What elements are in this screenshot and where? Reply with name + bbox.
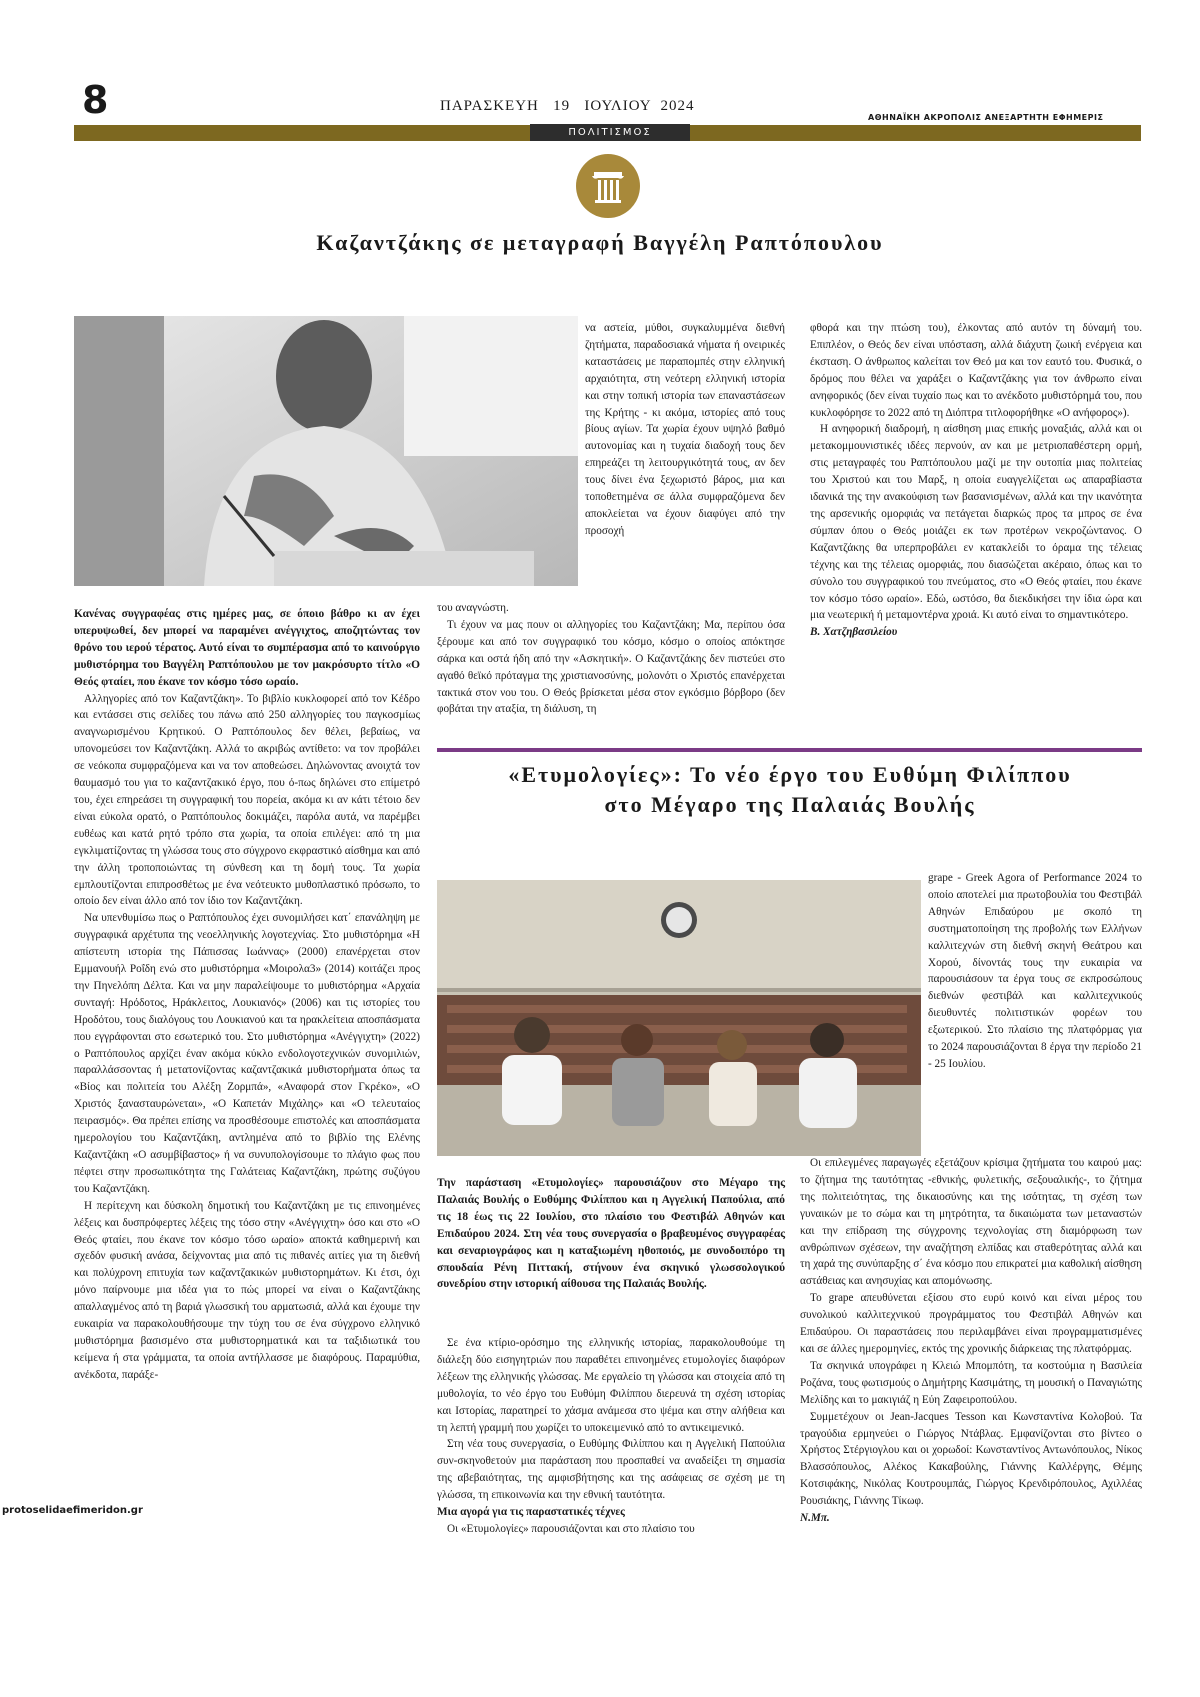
article2-paragraph: Σε ένα κτίριο-ορόσημο της ελληνικής ιστορίας, παρακολουθούμε τη διάλεξη δύο εισηγητριών που παραθέτει επινοημένες ετυμολογίες διαφόρων λέξεων της ελληνικής γλώσσας. Με εργαλείο τη γλώσσα και στοιχεία από τη μυθολογία, το νέο έργο του Ευθύμη Φιλίππου διερευνά τη σχέση ιστορίας και Ιστορίας, παρατηρεί το χάσμα ανάμεσα στο ψέμα και στην αλήθεια και τη λεπτή γραμμή που χωρίζει το υποκειμενικό από το αντικειμενικό. bbox=[437, 1337, 785, 1434]
kazantzakis-photo bbox=[74, 316, 578, 586]
article1-paragraph: Να υπενθυμίσω πως ο Ραπτόπουλος έχει συνομιλήσει κατ΄ επανάληψη με συγγραφικά αρχέτυπα της νεοελληνικής λογοτεχνίας. Στο μυθιστόρημα «Η απίστευτη ιστορία της Πάπισσας Ιωάννας» (2000) επανέρχεται στον Εμμανουήλ Ροΐδη ενώ στο μυθιστόρημα «Μοιρολα3» (2014) κοιτάζει προς την Πηνελόπη Δέλτα. Και να μην παραλείψουμε το μυθιστόρημα «Αρχαία συνταγή: Ηρόδοτος, Ηράκλειτος, Λουκιανός» (2006) και τις ιστορίες του Ηροδότου, τους διαλόγους του Λουκιανού και τα ηρακλείτεια αποσπάσματα που εγγράφονται στο εσωτερικό του. Στο μυθιστόρημα «Ανέγγιχτη» (2022) ο Ραπτόπουλος αρχίζει έναν ακόμα κύκλο ενδολογοτεχνικών συνομιλιών, παραλλάσσοντας ή μετατονίζοντας καζαντζακικά μυθιστορήματα όπως τα «Βίος και πολιτεία του Αλέξη Ζορμπά», «Αναφορά στον Γκρέκο», «Ο Χριστός ξανασταυρώνεται», «Ο Καπετάν Μιχάλης» και «Ο τελευταίος πειρασμός». Θα πρέπει επίσης να προσθέσουμε επιστολές και αποσπάσματα ημερολογίου του Καζαντζάκη, αντλημένα από το βιβλίο της Ελένης Καζαντζάκη «Ο ασυμβίβαστος» ή να συνυπολογίσουμε το πλάγιο φως που πέφτει στην προσωπικότητα της Γαλάτειας Καζαντζάκη, πρώτης συζύγου του Καζαντζάκη. bbox=[74, 912, 420, 1195]
article1-paragraph: φθορά και την πτώση του), έλκοντας από αυτόν τη δύναμή του. Επιπλέον, ο Θεός δεν είναι υπόσταση, αλλά διάχυτη ζωική ενέργεια και έκσταση. Ο άνθρωπος καλείται τον Θεό μα και τον εαυτό του. Φυσικά, ο δρόμος που θέλει να χαράξει ο Καζαντζάκης για τον άνθρωπο είναι ανηφορικός (δεν είναι τυχαίο πως και το ανέκδοτο μυθιστόρημά του, που κυκλοφόρησε το 2022 από τη Διόπτρα τιτλοφορήθηκε «Ο ανήφορος»). bbox=[810, 322, 1142, 419]
article2-lead: Την παράσταση «Ετυμολογίες» παρουσιάζουν στο Μέγαρο της Παλαιάς Βουλής ο Ευθύμης Φιλίππου και η Αγγελική Παπούλια, από τις 18 έως τις 22 Ιουλίου, στο πλαίσιο του Φεστιβάλ Αθηνών και Επιδαύρου 2024. Στη νέα τους συνεργασία ο βραβευμένος συγγραφέας και σεναριογράφος και η καταξιωμένη ηθοποιός, με συνοδοιπόρο τη σπουδαία Ρένη Πιττακή, στήνουν ένα σκηνικό γλωσσολογικού συνεδρίου στην ιστορική αίθουσα της Παλαιάς Βουλής. bbox=[437, 1177, 785, 1291]
article1-column-2-bottom bbox=[437, 600, 785, 738]
column-icon bbox=[576, 154, 640, 218]
article2-column-3-top bbox=[928, 870, 1142, 1155]
article1-paragraph: να αστεία, μύθοι, συγκαλυμμένα διεθνή ζητήματα, παραδοσιακά νήματα ή ονειρικές καταστάσεις με παραπομπές στην ελληνική αρχαιότητα, στη νεότερη ελληνική ιστορία και στην τοπική ιστορία των επαναστάσεων της Κρήτης - κι ακόμα, ιστορίες από τους βίους αγίων. Τα χωρία έχουν υψηλό βαθμό αυτονομίας και η τυχαία διαδοχή τους δεν επηρεάζει τη λειτουργικότητά τους, αν δεν τους δίνει ένα ξεχωριστό βάρος, μια και τοποθετημένα σε άλλα συμφραζόμενα δεν αποκλείεται να έχουν διαφύγει από την προσοχή bbox=[585, 322, 785, 537]
article1-signature: Β. Χατζηβασιλείου bbox=[810, 626, 898, 639]
article2-paragraph: Το grape απευθύνεται εξίσου στο ευρύ κοινό και είναι μέρος του συνολικού καλλιτεχνικού προγράμματος του Φεστιβάλ Αθηνών και Επιδαύρου. Οι παραστάσεις που περιλαμβάνει είναι προγραμματισμένες και σε άλλες ημερομηνίες, εκτός της χρονικής διάρκειας της πλατφόρμας. bbox=[800, 1292, 1142, 1355]
article1-lead: Κανένας συγγραφέας στις ημέρες μας, σε όποιο βάθρο κι αν έχει υπερυψωθεί, δεν μπορεί να παραμένει ανέγγιχτος, αποζητώντας τον θρόνο του ιερού τέρατος. Αυτό είναι το συμπέρασμα από το καινούργιο μυθιστόρημα του Βαγγέλη Ραπτόπουλου με τον μακρόσυρτο τίτλο «Ο Θεός φταίει, που έκανε τον κόσμο τόσο ωραίο. bbox=[74, 608, 420, 688]
article2-paragraph: grape - Greek Agora of Performance 2024 το οποίο αποτελεί μια πρωτοβουλία του Φεστιβάλ Αθηνών Επιδαύρου με σκοπό τη συστηματοποίηση της προβολής των Ελλήνων καλλιτεχνών στη διεθνή σκηνή Θεάτρου και Χορού, δίνοντάς τους την ευκαιρία να παρουσιάσουν τα έργα τους σε εκπροσώπους διεθνών φεστιβάλ και καλλιτεχνικούς διευθυντές πολιτιστικών φορέων του εξωτερικού. Στο πλαίσιο της πλατφόρμας για το 2024 παρουσιάζονται 8 έργα την περίοδο 21 - 25 Ιουλίου. bbox=[928, 872, 1142, 1070]
article2-paragraph: Τα σκηνικά υπογράφει η Κλειώ Μπομπότη, τα κοστούμια η Βασιλεία Ροζάνα, τους φωτισμούς ο Δημήτρης Κασιμάτης, τη μουσική ο Παναγιώτης Μελίδης και το μακιγιάζ η Εύη Ζαφειροπούλου. bbox=[800, 1359, 1142, 1406]
article2-column-3-bottom bbox=[800, 1155, 1142, 1595]
article1-paragraph: Αλληγορίες από τον Καζαντζάκη». Το βιβλίο κυκλοφορεί από τον Κέδρο και εντάσσει στις σελίδες του πάνω από 250 αλληγορίες του παγκοσμίως αναγνωρισμένου Κρητικού. Ο Ραπτόπουλος δεν θέλει, βεβαίως, να υπονομεύσει τον Καζαντζάκη. Αλλά το ακριβώς αντίθετο: να τον προβάλει σε νεόκοπα συμφραζόμενα και να τον αποθεώσει. Δηλώνοντας ανοιχτά τον θαυμασμό του για το καζαντζακικό έργο, που ό-πως δηλώνει στο επίμετρό του, έχει επηρεάσει τη συγγραφική του πορεία, ακόμα κι αν κάτι τέτοιο δεν είναι εύκολα ορατό, ο Ραπτόπουλος δοκιμάζει, παρόλα αυτά, να παρέμβει ευθέως και κατά ρητό τρόπο στα χωρία, τα οποία επιλέγει: από τη μια εγκλιματίζοντας τη γλώσσα τους στο σύγχρονο εκφραστικό αίσθημα και από την άλλη τροποποιώντας τη σύνθεση και τη δομή τους. Τα χωρία εμπλουτίζονται επιπροσθέτως με ένα νεότευκτο μυθοπλαστικό πρόσωπο, το οποίο δεν είναι άλλο από τον ίδιο τον Καζαντζάκη. bbox=[74, 692, 420, 908]
article2-headline bbox=[440, 760, 1140, 820]
section-label: ΠΟΛΙΤΙΣΜΟΣ bbox=[530, 124, 690, 141]
article2-paragraph: Συμμετέχουν οι Jean-Jacques Tesson και Κωνσταντίνα Κολοβού. Τα τραγούδια ερμηνεύει ο Γιώργος Ντάβλας. Εμφανίζονται στο βίντεο ο Χρήστος Στέργιογλου και οι χορωδοί: Κωνσταντίνος Αντωνόπουλος, Νίκος Βλασσόπουλος, Αλέκος Κακαβούλης, Γιάννης Καλλέργης, Θέμης Κοτσιφάκης, Νικόλας Κουτρουμπάς, Γιώργος Κρενδιρόπουλος, Αχιλλέας Ρουσιάκης, Γιάννης Τίκωφ. bbox=[800, 1410, 1142, 1508]
article1-column-1 bbox=[74, 606, 420, 1581]
article2-signature: Ν.Μπ. bbox=[800, 1512, 830, 1525]
masthead-logo: ΑΘΗΝΑΪΚΗ ΑΚΡΟΠΟΛΙΣ ΑΝΕΞΑΡΤΗΤΗ ΕΦΗΜΕΡΙΣ bbox=[868, 113, 1104, 122]
article1-paragraph: του αναγνώστη. bbox=[437, 602, 509, 614]
source-watermark: protoselidaefimeridon.gr bbox=[2, 1505, 143, 1516]
page-number: 8 bbox=[82, 78, 109, 122]
article-divider bbox=[437, 748, 1142, 752]
article1-column-3 bbox=[810, 320, 1142, 740]
article1-paragraph: Η περίτεχνη και δύσκολη δημοτική του Καζαντζάκη με τις επινοημένες λέξεις και δυσπρόφερτες λέξεις της τόσο στην «Ανέγγιχτη» όσο και στο «Ο Θεός φταίει, που έκανε τον κόσμο τόσο ωραίο» αποκτά καθημερινή και σχεδόν φυσική ανάσα, δείχνοντας μια από τις πιθανές αιτίες για τη διεθνή και πολύχρονη επιτυχία των καζαντζακικών μυθιστορημάτων. Κι έτσι, όχι μόνο παίρνουμε μια ιδέα για το πώς μπορεί να είναι ο Καζαντζάκης απαλλαγμένος από τη βαριά γλωσσική του αρματωσιά, αλλά και έχουμε την ευκαιρία να παρακολουθήσουμε την τύχη του σε ένα σύγχρονο ελληνικό μυθιστόρημα βασισμένο στα μυθιστορηματικά και τα ταξιδιωτικά του κείμενα ή στα γράμματα, τα οποία αντήλλασσε με διαφόρους. Παραμύθια, ανέκδοτα, παράξε- bbox=[74, 1199, 420, 1381]
article2-headline-line2: στο Μέγαρο της Παλαιάς Βουλής bbox=[604, 792, 976, 817]
performers-photo bbox=[437, 880, 921, 1156]
article1-column-2-top bbox=[585, 320, 785, 612]
article2-paragraph: Οι «Ετυμολογίες» παρουσιάζονται και στο πλαίσιο του bbox=[447, 1522, 695, 1535]
article2-headline-line1: «Ετυμολογίες»: Το νέο έργο του Ευθύμη Φιλίππου bbox=[508, 762, 1072, 787]
issue-date: ΠΑΡΑΣΚΕΥΗ 19 ΙΟΥΛΙΟΥ 2024 bbox=[440, 98, 695, 114]
article2-subheading: Μια αγορά για τις παραστατικές τέχνες bbox=[437, 1506, 625, 1519]
article2-column-2 bbox=[437, 1335, 785, 1597]
article2-paragraph: Στη νέα τους συνεργασία, ο Ευθύμης Φιλίππου και η Αγγελική Παπούλια συν-σκηνοθετούν μια παράσταση που προσπαθεί να αναδείξει τη σημασία της αβεβαιότητας, της αμφισβήτησης και της ασάφειας σε σχέση με τη γλώσσα, τη επικοινωνία και την εθνική ταυτότητα. bbox=[437, 1438, 785, 1502]
article1-paragraph: Τι έχουν να μας πουν οι αλληγορίες του Καζαντζάκη; Μα, περίπου όσα ξέρουμε και από τον συγγραφικό του κόσμο, κόσμο ο οποίος απόκτησε σάρκα και οστά ήδη από την «Ασκητική». Ο Καζαντζάκης δεν πιστεύει στο αγαθό θεϊκό πρόταγμα της χριστιανοσύνης, μολονότι ο Χριστός επανέρχεται τακτικά στον νου του. Ο Θεός βρίσκεται μέσα στον εγκόσμιο βόρβορο (δεν φοβάται την αταξία, τη διάλυση, τη bbox=[437, 618, 785, 716]
article2-paragraph: Οι επιλεγμένες παραγωγές εξετάζουν κρίσιμα ζητήματα του καιρού μας: το ζήτημα της ταυτότητας -εθνικής, φυλετικής, σεξουαλικής-, το ζήτημα της πολιτειότητας, της δικαιοσύνης και της ισότητας, τη σχέση των γυναικών με το σώμα και τη μητρότητα, τα δικαιώματα των μεταναστών και την επίδραση της σύγχρονης τεχνολογίας στη διαμόρφωση των ανθρώπινων σχέσεων, την αναζήτηση ελπίδας και σταθερότητας αλλά και τη χαρά της συνύπαρξης σ΄ ένα κόσμο που επικρατεί μια καθολική αίσθηση αστάθειας και ανησυχίας και απομόνωσης. bbox=[800, 1157, 1142, 1288]
article1-paragraph: Η ανηφορική διαδρομή, η αίσθηση μιας επικής μοναξιάς, αλλά και οι μετακομμουνιστικές ιδέες περνούν, αν και με μετριοπαθέστερη ορμή, στις μεταγραφές του Ραπτόπουλου μαζί με την ουτοπία μιας πολιτείας του Χριστού και του Μαρξ, η οποία ευαγγελίζεται ως απαραβίαστα ιδανικά της την ανακούφιση των βασανισμένων, αλλά και την ικανότητα της αρσενικής ομορφιάς να πετάγεται διαρκώς προς τα μπρος σε ένα σύμπαν όπου ο Θεός μοιάζει εκ των προτέρων νεκροζώντανος. Ο Καζαντζάκης θα υπερπροβάλει εν κατακλείδι το όραμα της τέλειας τέχνης και της τέλειας ομορφιάς, που διασώζεται ακέραιο, όπως και το σύνολο του συγγραφικού του πνεύματος, στο «Ο Θεός φταίει, που έκανε τον κόσμο τόσο ωραίο». Εδώ, ωστόσο, θα διεκδικήσει την ίδια ώρα και μια νεωτερική ή μεταμοντέρνα χροιά. Κι αυτό είναι το σημαντικότερο. bbox=[810, 423, 1142, 622]
article1-headline: Καζαντζάκης σε μεταγραφή Βαγγέλη Ραπτόπουλου bbox=[316, 230, 884, 255]
